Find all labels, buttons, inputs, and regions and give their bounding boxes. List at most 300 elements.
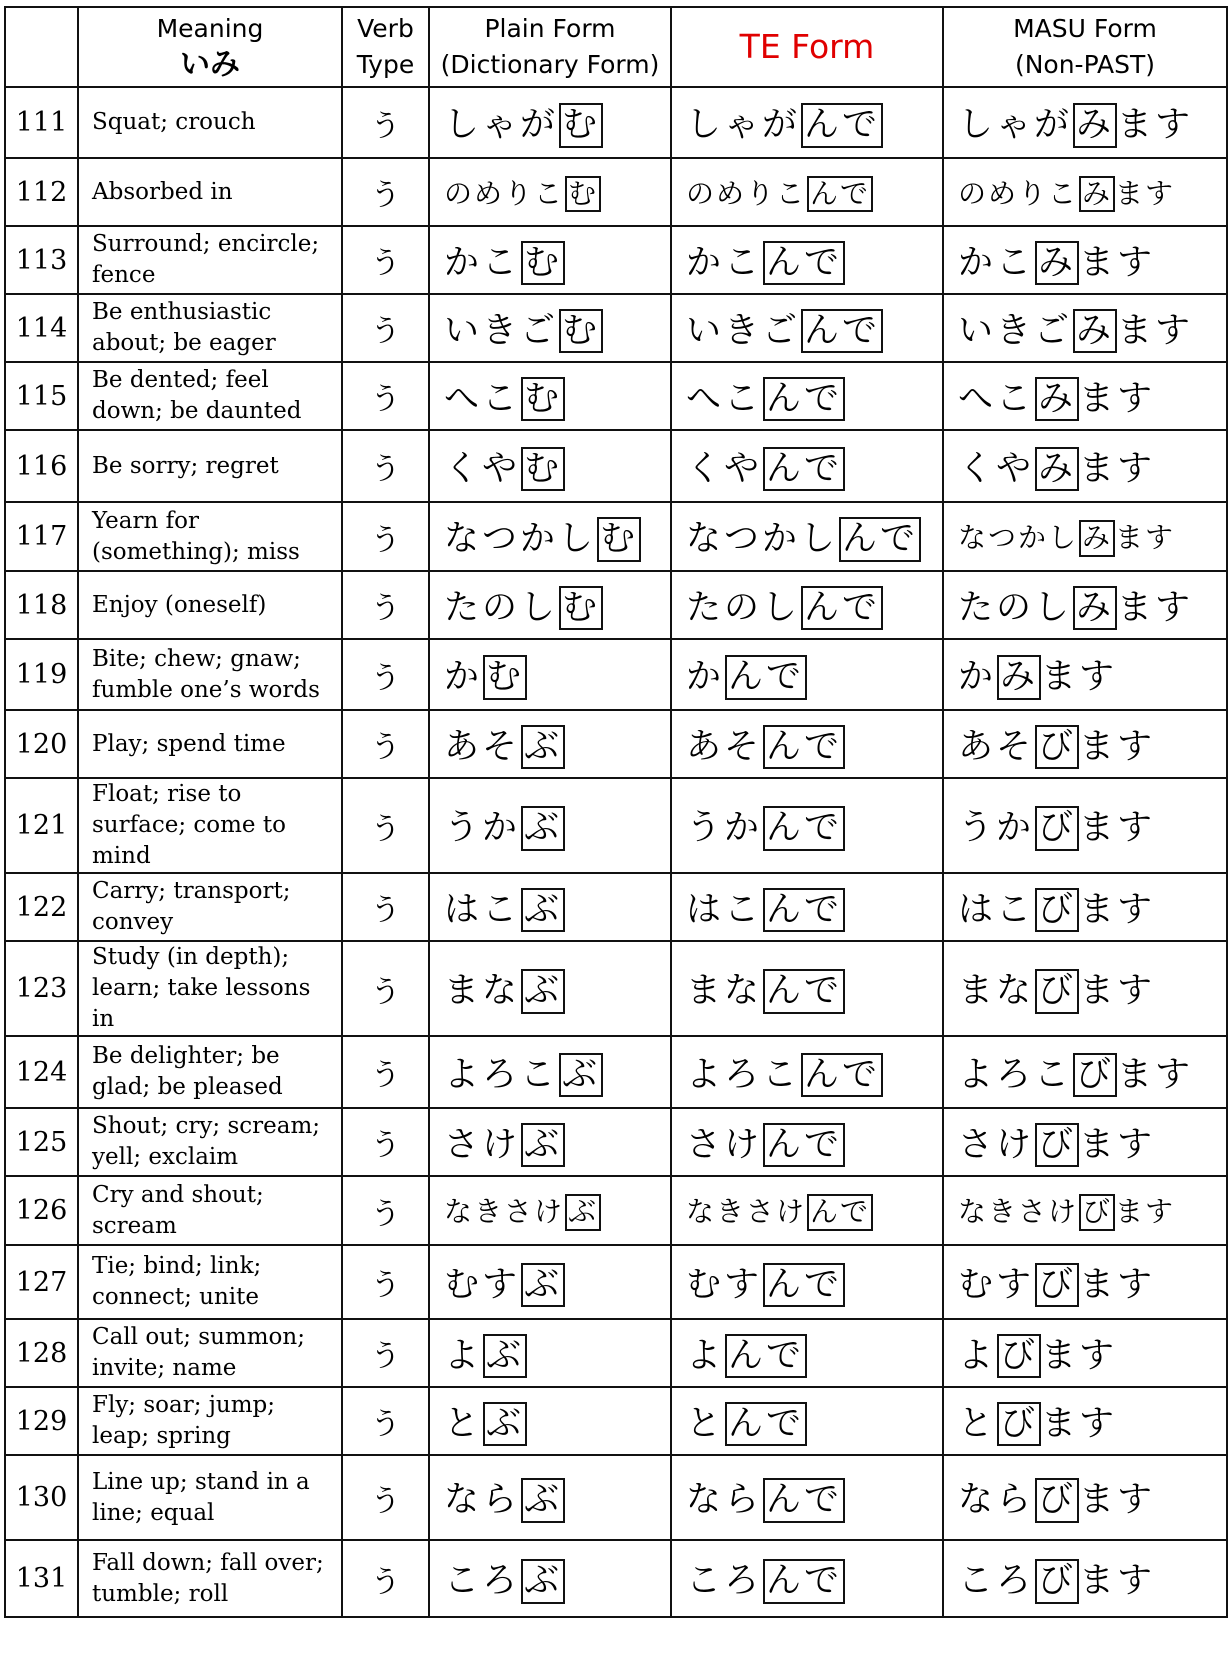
te-stem: なきさけ	[686, 1195, 807, 1229]
plain-ending-box: ぶ	[521, 1559, 565, 1603]
header-verb-type-line2: Type	[356, 50, 415, 79]
row-number: 121	[5, 778, 78, 873]
row-verb-type: う	[342, 571, 429, 639]
te-ending-box: んで	[801, 1053, 883, 1097]
row-te-form	[671, 1245, 943, 1319]
row-number: 118	[5, 571, 78, 639]
masu-suffix: ます	[1115, 521, 1176, 555]
masu-stem: よろこ	[958, 1054, 1073, 1095]
row-meaning: Play; spend time	[78, 710, 342, 778]
masu-suffix: ます	[1079, 1124, 1156, 1165]
row-meaning: Be sorry; regret	[78, 430, 342, 502]
masu-stem: たのし	[958, 587, 1073, 628]
masu-suffix: ます	[1079, 242, 1156, 283]
te-ending-box: んで	[801, 309, 883, 353]
row-masu-form	[943, 294, 1227, 362]
row-verb-type: う	[342, 1108, 429, 1176]
header-plain-form	[429, 7, 671, 87]
row-plain-form	[429, 1036, 671, 1108]
te-ending-box: んで	[801, 586, 883, 630]
verb-conjugation-table	[4, 6, 1228, 1618]
row-meaning: Fly; soar; jump; leap; spring	[78, 1387, 342, 1455]
table-row	[5, 226, 1227, 294]
header-meaning	[78, 7, 342, 87]
table-row	[5, 502, 1227, 571]
row-verb-type: う	[342, 362, 429, 430]
table-row	[5, 571, 1227, 639]
row-masu-form	[943, 941, 1227, 1036]
row-plain-form	[429, 430, 671, 502]
table-row	[5, 1036, 1227, 1108]
row-plain-form	[429, 1319, 671, 1387]
row-verb-type: う	[342, 1036, 429, 1108]
row-plain-form	[429, 873, 671, 941]
table-row	[5, 87, 1227, 158]
masu-suffix: ます	[1041, 657, 1118, 698]
row-te-form	[671, 941, 943, 1036]
plain-ending-box: む	[559, 586, 603, 630]
row-plain-form	[429, 1387, 671, 1455]
masu-stem: いきご	[958, 310, 1073, 351]
plain-ending-box: ぶ	[521, 1123, 565, 1167]
row-verb-type: う	[342, 1455, 429, 1540]
row-meaning: Enjoy (oneself)	[78, 571, 342, 639]
header-plain-line1: Plain Form	[484, 14, 616, 43]
row-verb-type: う	[342, 87, 429, 158]
row-number: 112	[5, 158, 78, 226]
masu-stem: へこ	[958, 378, 1035, 419]
masu-stem-ending-box: び	[1035, 1559, 1079, 1603]
te-stem: むす	[686, 1264, 763, 1305]
masu-stem-ending-box: み	[1079, 520, 1115, 556]
row-meaning: Yearn for (something); miss	[78, 502, 342, 571]
header-masu-line1: MASU Form	[1013, 14, 1157, 43]
te-ending-box: んで	[763, 447, 845, 491]
te-ending-box: んで	[839, 517, 921, 561]
plain-stem: かこ	[444, 242, 521, 283]
row-verb-type: う	[342, 430, 429, 502]
masu-suffix: ます	[1117, 310, 1194, 351]
plain-stem: さけ	[444, 1124, 521, 1165]
plain-ending-box: ぶ	[559, 1053, 603, 1097]
te-stem: よろこ	[686, 1054, 801, 1095]
te-stem: さけ	[686, 1124, 763, 1165]
row-masu-form	[943, 1540, 1227, 1617]
te-stem: まな	[686, 971, 763, 1012]
table-row	[5, 710, 1227, 778]
row-number: 131	[5, 1540, 78, 1617]
row-meaning: Line up; stand in a line; equal	[78, 1455, 342, 1540]
plain-stem: むす	[444, 1264, 521, 1305]
row-number: 125	[5, 1108, 78, 1176]
masu-stem: かこ	[958, 242, 1035, 283]
row-number: 124	[5, 1036, 78, 1108]
masu-stem-ending-box: み	[1073, 103, 1117, 147]
row-masu-form	[943, 502, 1227, 571]
te-ending-box: んで	[763, 377, 845, 421]
row-number: 122	[5, 873, 78, 941]
row-te-form	[671, 158, 943, 226]
row-meaning: Be delighter; be glad; be pleased	[78, 1036, 342, 1108]
masu-stem-ending-box: び	[1035, 1123, 1079, 1167]
row-plain-form	[429, 362, 671, 430]
row-number: 117	[5, 502, 78, 571]
row-te-form	[671, 1455, 943, 1540]
row-te-form	[671, 1108, 943, 1176]
te-ending-box: んで	[763, 1478, 845, 1522]
row-verb-type: う	[342, 226, 429, 294]
row-plain-form	[429, 158, 671, 226]
table-row	[5, 1319, 1227, 1387]
te-ending-box: んで	[725, 1402, 807, 1446]
row-masu-form	[943, 1387, 1227, 1455]
row-meaning: Float; rise to surface; come to mind	[78, 778, 342, 873]
masu-suffix: ます	[1041, 1335, 1118, 1376]
row-meaning: Be enthusiastic about; be eager	[78, 294, 342, 362]
masu-stem-ending-box: み	[1035, 447, 1079, 491]
row-masu-form	[943, 571, 1227, 639]
table-row	[5, 1387, 1227, 1455]
plain-stem: あそ	[444, 726, 521, 767]
masu-suffix: ます	[1079, 448, 1156, 489]
row-masu-form	[943, 710, 1227, 778]
row-number: 113	[5, 226, 78, 294]
plain-ending-box: ぶ	[521, 1263, 565, 1307]
row-verb-type: う	[342, 502, 429, 571]
row-meaning: Study (in depth); learn; take lessons in	[78, 941, 342, 1036]
plain-stem: ころ	[444, 1561, 521, 1602]
row-number: 120	[5, 710, 78, 778]
te-ending-box: んで	[763, 1559, 845, 1603]
row-verb-type: う	[342, 710, 429, 778]
table-row	[5, 362, 1227, 430]
masu-suffix: ます	[1079, 1264, 1156, 1305]
header-meaning-en: Meaning	[156, 14, 264, 43]
masu-stem-ending-box: み	[1035, 377, 1079, 421]
row-plain-form	[429, 571, 671, 639]
masu-stem: くや	[958, 448, 1035, 489]
masu-stem: と	[958, 1403, 997, 1444]
header-number	[5, 7, 78, 87]
table-row	[5, 639, 1227, 710]
masu-suffix: ます	[1079, 971, 1156, 1012]
masu-stem-ending-box: び	[1035, 725, 1079, 769]
te-stem: よ	[686, 1335, 725, 1376]
plain-ending-box: ぶ	[565, 1194, 601, 1230]
row-te-form	[671, 1176, 943, 1245]
row-verb-type: う	[342, 1540, 429, 1617]
row-number: 126	[5, 1176, 78, 1245]
row-meaning: Bite; chew; gnaw; fumble one’s words	[78, 639, 342, 710]
row-meaning: Cry and shout; scream	[78, 1176, 342, 1245]
plain-ending-box: ぶ	[521, 725, 565, 769]
header-plain-line2: (Dictionary Form)	[440, 50, 660, 79]
masu-stem: まな	[958, 971, 1035, 1012]
te-ending-box: んで	[763, 241, 845, 285]
row-plain-form	[429, 1108, 671, 1176]
plain-stem: なきさけ	[444, 1195, 565, 1229]
plain-stem: と	[444, 1403, 483, 1444]
row-plain-form	[429, 1176, 671, 1245]
row-te-form	[671, 571, 943, 639]
header-verb-type-line1: Verb	[357, 14, 414, 43]
row-masu-form	[943, 1319, 1227, 1387]
row-verb-type: う	[342, 778, 429, 873]
row-te-form	[671, 87, 943, 158]
header-masu-line2: (Non-PAST)	[1014, 50, 1156, 79]
plain-stem: くや	[444, 448, 521, 489]
row-masu-form	[943, 158, 1227, 226]
plain-stem: のめりこ	[444, 176, 565, 210]
te-ending-box: んで	[801, 103, 883, 147]
row-plain-form	[429, 710, 671, 778]
row-number: 114	[5, 294, 78, 362]
row-te-form	[671, 430, 943, 502]
row-verb-type: う	[342, 1387, 429, 1455]
te-ending-box: んで	[725, 1334, 807, 1378]
row-masu-form	[943, 778, 1227, 873]
masu-suffix: ます	[1115, 176, 1176, 210]
row-masu-form	[943, 1245, 1227, 1319]
plain-ending-box: ぶ	[521, 969, 565, 1013]
masu-suffix: ます	[1079, 378, 1156, 419]
row-plain-form	[429, 294, 671, 362]
te-ending-box: んで	[763, 888, 845, 932]
row-number: 127	[5, 1245, 78, 1319]
masu-stem: なら	[958, 1480, 1035, 1521]
te-stem: あそ	[686, 726, 763, 767]
te-stem: ころ	[686, 1561, 763, 1602]
masu-stem: なつかし	[958, 521, 1079, 555]
te-stem: いきご	[686, 310, 801, 351]
plain-ending-box: ぶ	[521, 806, 565, 850]
te-stem: と	[686, 1403, 725, 1444]
row-number: 116	[5, 430, 78, 502]
row-te-form	[671, 294, 943, 362]
te-stem: くや	[686, 448, 763, 489]
masu-stem: はこ	[958, 889, 1035, 930]
row-verb-type: う	[342, 294, 429, 362]
row-verb-type: う	[342, 1319, 429, 1387]
header-meaning-jp: いみ	[180, 47, 240, 82]
row-verb-type: う	[342, 639, 429, 710]
plain-stem: まな	[444, 971, 521, 1012]
row-masu-form	[943, 1108, 1227, 1176]
plain-ending-box: む	[521, 377, 565, 421]
te-stem: かこ	[686, 242, 763, 283]
row-masu-form	[943, 1455, 1227, 1540]
te-ending-box: んで	[763, 969, 845, 1013]
table-row	[5, 778, 1227, 873]
row-verb-type: う	[342, 941, 429, 1036]
te-stem: うか	[686, 808, 763, 849]
row-plain-form	[429, 778, 671, 873]
table-row	[5, 158, 1227, 226]
row-verb-type: う	[342, 158, 429, 226]
masu-stem: うか	[958, 808, 1035, 849]
plain-ending-box: む	[597, 517, 641, 561]
row-masu-form	[943, 1036, 1227, 1108]
table-row	[5, 1540, 1227, 1617]
plain-ending-box: ぶ	[521, 888, 565, 932]
plain-ending-box: ぶ	[483, 1334, 527, 1378]
masu-stem: あそ	[958, 726, 1035, 767]
row-meaning: Carry; transport; convey	[78, 873, 342, 941]
masu-stem-ending-box: み	[1035, 241, 1079, 285]
te-ending-box: んで	[763, 725, 845, 769]
table-row	[5, 1108, 1227, 1176]
masu-suffix: ます	[1117, 1054, 1194, 1095]
masu-stem-ending-box: び	[1035, 969, 1079, 1013]
row-number: 128	[5, 1319, 78, 1387]
te-stem: たのし	[686, 587, 801, 628]
header-verb-type	[342, 7, 429, 87]
row-plain-form	[429, 226, 671, 294]
masu-suffix: ます	[1115, 1195, 1176, 1229]
table-row	[5, 1455, 1227, 1540]
masu-stem: なきさけ	[958, 1195, 1079, 1229]
plain-stem: いきご	[444, 310, 559, 351]
header-te-form: TE Form	[671, 7, 943, 87]
row-meaning: Fall down; fall over; tumble; roll	[78, 1540, 342, 1617]
masu-stem-ending-box: び	[1073, 1053, 1117, 1097]
plain-stem: へこ	[444, 378, 521, 419]
masu-stem-ending-box: び	[1079, 1194, 1115, 1230]
masu-stem: のめりこ	[958, 176, 1079, 210]
te-stem: のめりこ	[686, 176, 807, 210]
masu-stem: か	[958, 657, 997, 698]
row-number: 115	[5, 362, 78, 430]
table-row	[5, 430, 1227, 502]
te-stem: へこ	[686, 378, 763, 419]
row-meaning: Tie; bind; link; connect; unite	[78, 1245, 342, 1319]
te-ending-box: んで	[763, 806, 845, 850]
header-masu-form	[943, 7, 1227, 87]
row-te-form	[671, 778, 943, 873]
row-te-form	[671, 873, 943, 941]
row-masu-form	[943, 87, 1227, 158]
plain-ending-box: む	[559, 103, 603, 147]
row-plain-form	[429, 1455, 671, 1540]
table-row	[5, 1176, 1227, 1245]
plain-ending-box: む	[483, 655, 527, 699]
row-verb-type: う	[342, 873, 429, 941]
plain-ending-box: む	[521, 241, 565, 285]
masu-suffix: ます	[1079, 889, 1156, 930]
plain-ending-box: ぶ	[521, 1478, 565, 1522]
plain-stem: よろこ	[444, 1054, 559, 1095]
row-verb-type: う	[342, 1176, 429, 1245]
row-masu-form	[943, 362, 1227, 430]
plain-stem: たのし	[444, 587, 559, 628]
masu-suffix: ます	[1079, 1480, 1156, 1521]
row-meaning: Call out; summon; invite; name	[78, 1319, 342, 1387]
row-masu-form	[943, 1176, 1227, 1245]
masu-suffix: ます	[1117, 587, 1194, 628]
masu-stem-ending-box: び	[1035, 1478, 1079, 1522]
plain-stem: よ	[444, 1335, 483, 1376]
row-te-form	[671, 226, 943, 294]
te-ending-box: んで	[725, 655, 807, 699]
plain-stem: はこ	[444, 889, 521, 930]
row-plain-form	[429, 941, 671, 1036]
row-te-form	[671, 1036, 943, 1108]
masu-stem: むす	[958, 1264, 1035, 1305]
plain-stem: しゃが	[444, 105, 559, 146]
row-te-form	[671, 1319, 943, 1387]
row-plain-form	[429, 1540, 671, 1617]
row-meaning: Surround; encircle; fence	[78, 226, 342, 294]
row-number: 119	[5, 639, 78, 710]
masu-suffix: ます	[1079, 808, 1156, 849]
table-row	[5, 941, 1227, 1036]
masu-suffix: ます	[1079, 726, 1156, 767]
plain-stem: か	[444, 657, 483, 698]
masu-stem-ending-box: び	[997, 1402, 1041, 1446]
row-plain-form	[429, 1245, 671, 1319]
te-ending-box: んで	[807, 176, 873, 212]
te-ending-box: んで	[807, 1194, 873, 1230]
row-masu-form	[943, 639, 1227, 710]
header-row	[5, 7, 1227, 87]
te-stem: か	[686, 657, 725, 698]
row-meaning: Shout; cry; scream; yell; exclaim	[78, 1108, 342, 1176]
row-number: 123	[5, 941, 78, 1036]
row-te-form	[671, 362, 943, 430]
masu-stem-ending-box: み	[1073, 586, 1117, 630]
te-ending-box: んで	[763, 1123, 845, 1167]
row-number: 111	[5, 87, 78, 158]
row-number: 130	[5, 1455, 78, 1540]
masu-suffix: ます	[1117, 105, 1194, 146]
masu-stem: よ	[958, 1335, 997, 1376]
masu-stem-ending-box: び	[1035, 806, 1079, 850]
plain-ending-box: む	[521, 447, 565, 491]
table-row	[5, 1245, 1227, 1319]
row-te-form	[671, 1540, 943, 1617]
row-masu-form	[943, 226, 1227, 294]
te-stem: なら	[686, 1480, 763, 1521]
te-stem: はこ	[686, 889, 763, 930]
row-meaning: Squat; crouch	[78, 87, 342, 158]
row-te-form	[671, 502, 943, 571]
plain-ending-box: む	[565, 176, 601, 212]
table-row	[5, 873, 1227, 941]
masu-stem: しゃが	[958, 105, 1073, 146]
row-verb-type: う	[342, 1245, 429, 1319]
plain-ending-box: む	[559, 309, 603, 353]
row-te-form	[671, 639, 943, 710]
te-stem: しゃが	[686, 105, 801, 146]
plain-stem: うか	[444, 808, 521, 849]
masu-stem-ending-box: み	[1079, 176, 1115, 212]
te-ending-box: んで	[763, 1263, 845, 1307]
row-number: 129	[5, 1387, 78, 1455]
masu-stem-ending-box: び	[997, 1334, 1041, 1378]
row-meaning: Be dented; feel down; be daunted	[78, 362, 342, 430]
masu-suffix: ます	[1079, 1561, 1156, 1602]
row-plain-form	[429, 87, 671, 158]
masu-stem: ころ	[958, 1561, 1035, 1602]
masu-stem-ending-box: び	[1035, 888, 1079, 932]
row-plain-form	[429, 639, 671, 710]
te-stem: なつかし	[686, 519, 839, 560]
masu-stem-ending-box: み	[1073, 309, 1117, 353]
row-te-form	[671, 1387, 943, 1455]
plain-stem: なつかし	[444, 519, 597, 560]
masu-suffix: ます	[1041, 1403, 1118, 1444]
plain-stem: なら	[444, 1480, 521, 1521]
